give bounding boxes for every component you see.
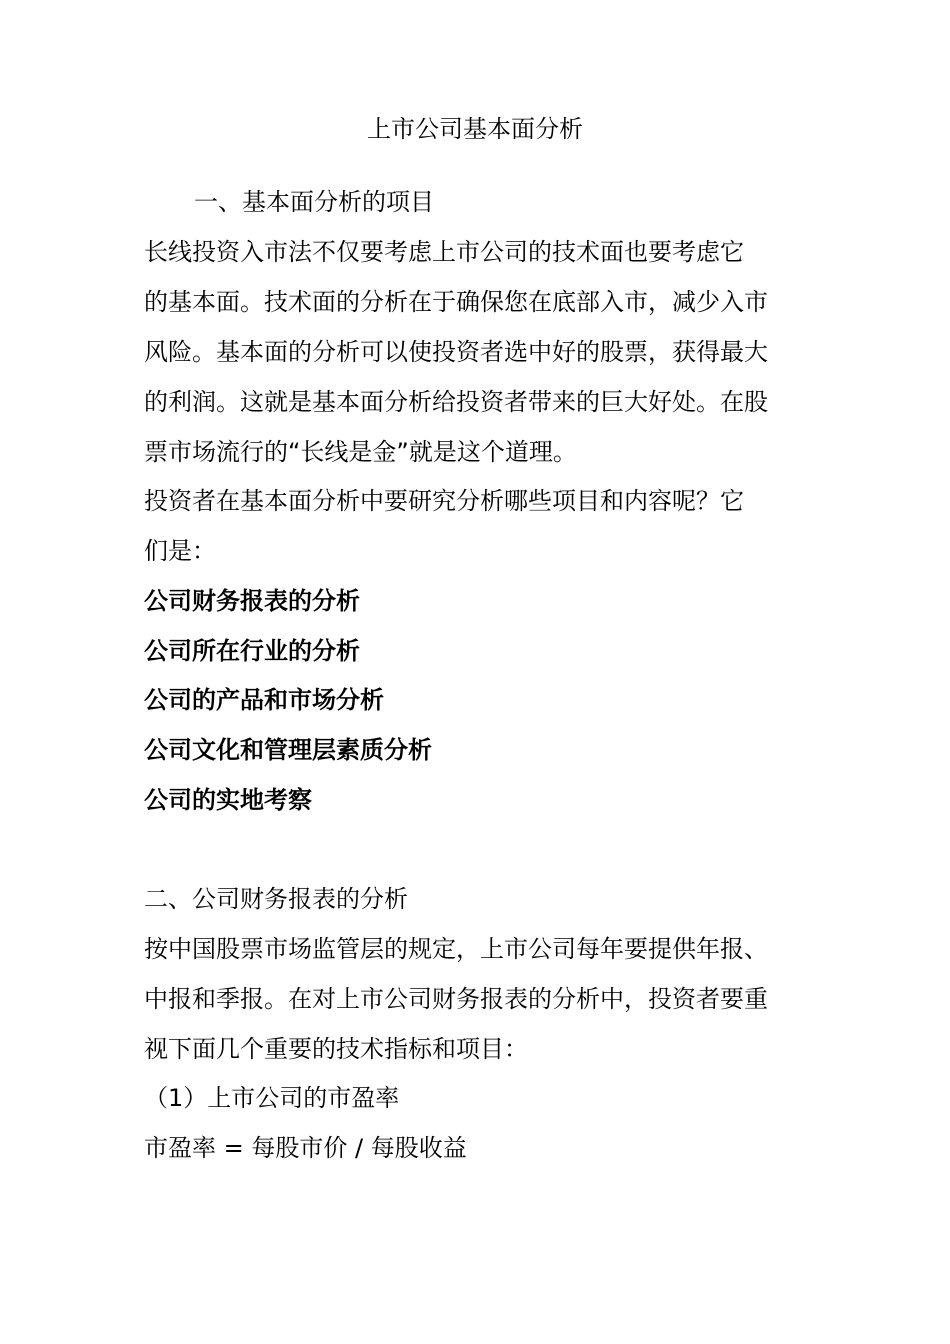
section1-heading: 一、基本面分析的项目 — [194, 188, 434, 216]
paragraph-line: 风险。基本面的分析可以使投资者选中好的股票，获得最大 — [144, 338, 768, 366]
section2-heading: 二、公司财务报表的分析 — [144, 885, 408, 913]
paragraph-line: 们是： — [144, 537, 216, 565]
paragraph-line: 的基本面。技术面的分析在于确保您在底部入市，减少入市 — [144, 288, 768, 316]
formula-line: 市盈率 = 每股市价 / 每股收益 — [144, 1134, 467, 1162]
paragraph-line: 长线投资入市法不仅要考虑上市公司的技术面也要考虑它 — [144, 238, 744, 266]
paragraph-line: 中报和季报。在对上市公司财务报表的分析中，投资者要重 — [144, 985, 768, 1013]
document-title: 上市公司基本面分析 — [367, 115, 583, 143]
list-item-bold: 公司文化和管理层素质分析 — [144, 736, 432, 764]
paragraph-line: 投资者在基本面分析中要研究分析哪些项目和内容呢？它 — [144, 487, 744, 515]
list-item-bold: 公司财务报表的分析 — [144, 587, 360, 615]
list-item-bold: 公司的实地考察 — [144, 786, 312, 814]
paragraph-line: 按中国股票市场监管层的规定，上市公司每年要提供年报、 — [144, 935, 768, 963]
paragraph-line: 的利润。这就是基本面分析给投资者带来的巨大好处。在股 — [144, 388, 768, 416]
paragraph-line: 票市场流行的“长线是金”就是这个道理。 — [144, 438, 577, 466]
list-item-bold: 公司的产品和市场分析 — [144, 686, 384, 714]
list-item-bold: 公司所在行业的分析 — [144, 637, 360, 665]
paragraph-line: 视下面几个重要的技术指标和项目： — [144, 1035, 528, 1063]
section2-subheading: （1）上市公司的市盈率 — [144, 1084, 400, 1112]
